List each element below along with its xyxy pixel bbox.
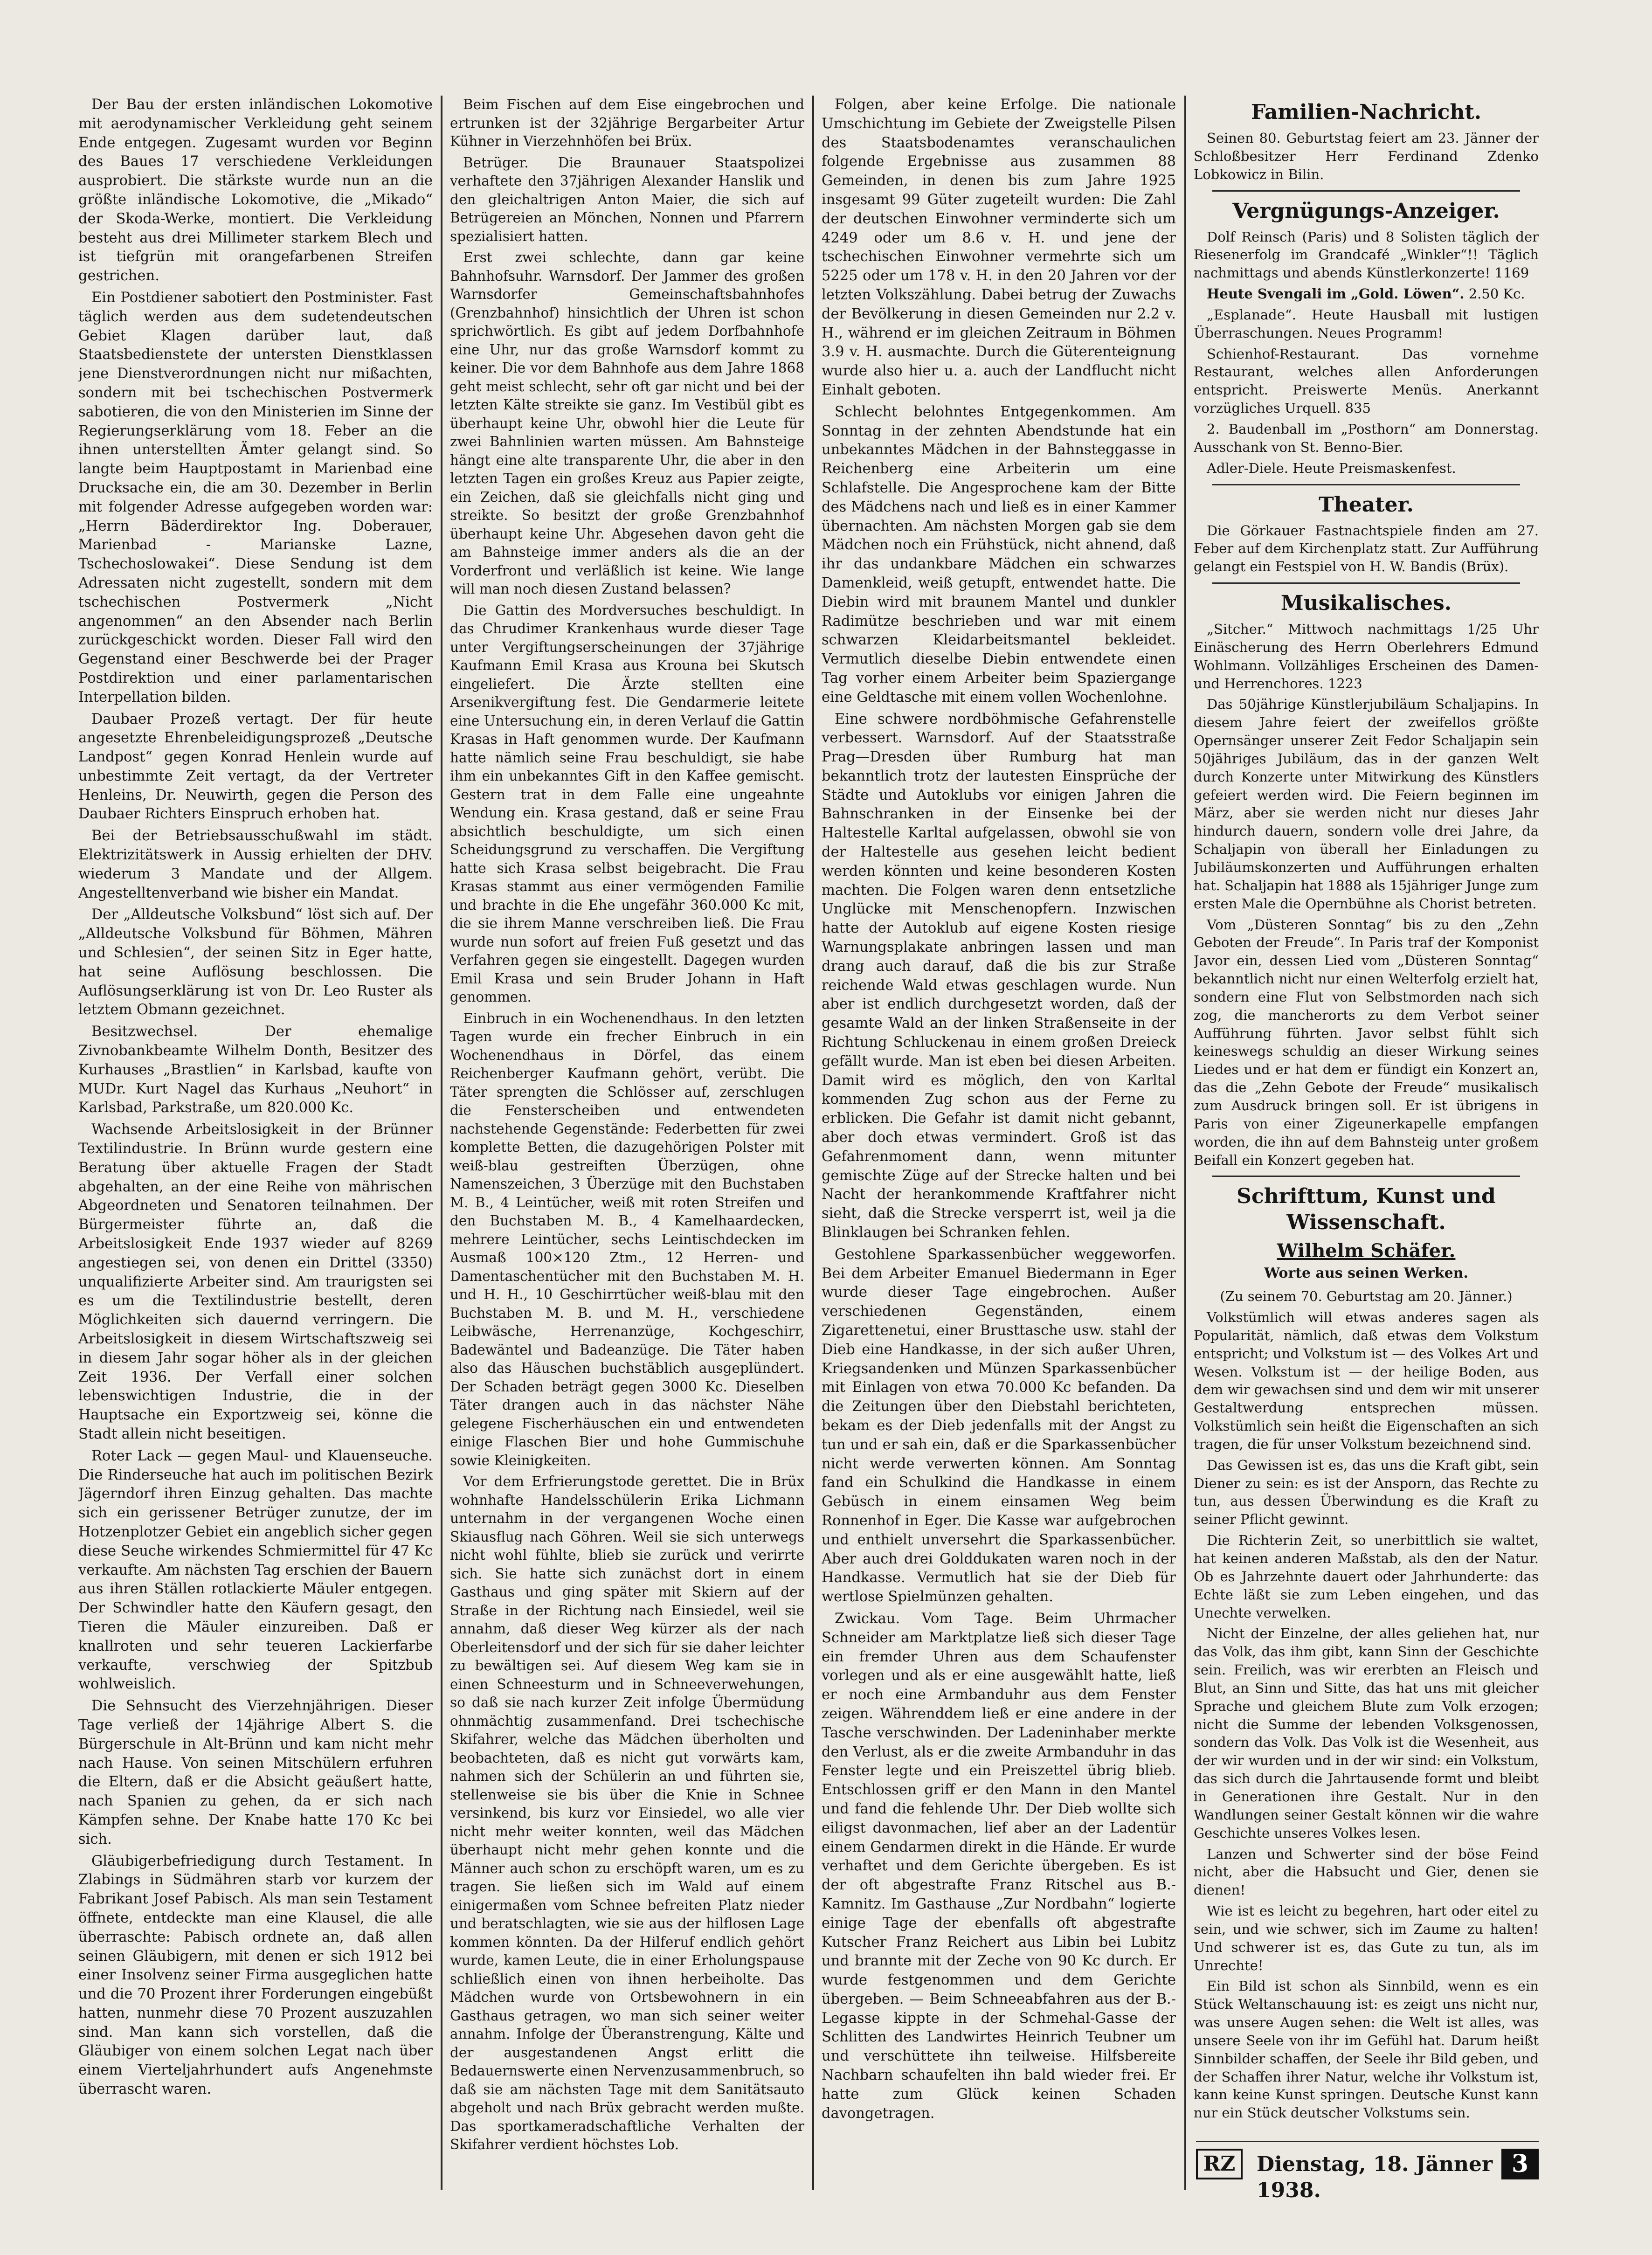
page-number: 3 [1501, 2149, 1539, 2179]
ad-baudenball: 2. Baudenball im „Posthorn“ am Donnerstag. Ausschank von St. Benno-Bier. [1194, 421, 1539, 455]
quote-volk: Nicht der Einzelne, der alles geliehen hat, nur das Volk, das ihm gibt, kann Sinn der Geschichte sein. Freilich, was wir ererbten an Fleisch und Blut, an Sinn und Sitte, das hat uns mit gleicher Sprache und gleichem Blute zum Volk erzogen; nicht die Summe der lebenden Volksgenossen, sondern das Volk. Das Volk ist die Wesenheit, aus der wir wurden und in der wir sind: ein Volkstum, das sich durch die Jahrtausende formt und bleibt in Generationen ihre Gestalt. Nur in den Wandlungen seiner Gestalt können wir die wahre Geschichte unseres Volkes lesen. [1194, 1626, 1539, 1841]
article-arbeitslosigkeit: Wachsende Arbeitslosigkeit in der Brünner Textilindustrie. In Brünn wurde gestern eine Beratung über aktuelle Fragen der Stadt abgehalten, an der eine Reihe von mährischen Abgeordneten und Senatoren teilnahmen. Der Bürgermeister führte an, daß die Arbeitslosigkeit Ende 1937 wieder auf 8269 angestiegen sei, von denen ein Drittel (3350) unqualifizierte Arbeiter sind. Am traurigsten sei es um die Textilindustrie bestellt, deren Möglichkeiten sich dauernd verringern. Die Arbeitslosigkeit in diesem Wirtschaftszweig sei in diesem Jahr sogar höher als in der gleichen Zeit 1936. Der Verfall einer solchen lebenswichtigen Industrie, die in der Hauptsache ein Exportzweig sei, könne die Stadt allein nicht beseitigen. [78, 1121, 433, 1442]
article-postdiener: Ein Postdiener sabotiert den Postminister. Fast täglich werden aus dem sudetendeutschen Gebiet Klagen darüber laut, daß Staatsbedienstete der untersten Dienstklassen jene Dienstverordnungen nicht nur mißachten, sondern mit bei tschechischen Postvermerk sabotieren, die von den Ministerien im Sinne der Regierungserklärung vom 18. Feber an die ihnen unterstellten Ämter gelangt sind. So langte beim Hauptpostamt in Marienbad eine Drucksache ein, die am 30. Dezember in Berlin mit folgender Adresse aufgegeben worden war: „Herrn Bäderdirektor Ing. Doberauer, Marienbad - Marianske Lazne, Tschechoslowakei“. Diese Sendung ist dem Adressaten nicht zugestellt, sondern mit dem tschechischen Postvermerk „Nicht angenommen“ an den Absender nach Berlin zurückgeschickt worden. Dieser Fall wird den Gegenstand einer Beschwerde bei der Prager Postdirektion und einer parlamentarischen Interpellation bilden. [78, 289, 433, 706]
ad-adler-diele: Adler-Diele. Heute Preismaskenfest. [1207, 460, 1456, 476]
column-rule [441, 96, 442, 2190]
article-zwickau: Zwickau. Vom Tage. Beim Uhrmacher Schneider am Marktplatze ließ sich dieser Tage ein fremder Uhren aus dem Schaufenster vorlegen und als er eine ausgewählt hatte, ließ er noch eine Armbanduhr aus dem Fenster zeigen. Währenddem ließ er eine andere in der Tasche verschwinden. Der Ladeninhaber merkte den Verlust, als er die zweite Armbanduhr in das Fenster legte und ein Preiszettel übrig blieb. Entschlossen griff er den Mann in den Mantel und fand die fehlende Uhr. Der Dieb wollte sich eiligst davonmachen, lief aber an der Ladentür einem Gendarmen direkt in die Hände. Er wurde verhaftet und dem Gerichte übergeben. Es ist der oft abgestrafte Franz Ritschel aus B.-Kamnitz. Im Gasthause „Zur Nordbahn“ logierte einige Tage der ebenfalls oft abgestrafte Kutscher Franz Reichert aus Libin bei Lubitz und brannte mit der Zeche von 90 Kc durch. Er wurde festgenommen und dem Gerichte übergeben. — Beim Schneeabfahren aus der B.-Legasse kippte in der Schmehal-Gasse der Schlitten des Landwirtes Heinrich Teubner um und verschüttete ihn teilweise. Hilfsbereite Nachbarn schaufelten ihn bald wieder frei. Er hatte zum Glück keinen Schaden davongetragen. [822, 1610, 1176, 2122]
article-besitzwechsel: Besitzwechsel. Der ehemalige Zivnobankbeamte Wilhelm Donth, Besitzer des Kurhauses „Brastlien“ in Karlsbad, kaufte von MUDr. Kurt Nagel das Kurhaus „Neuhort“ in Karlsbad, Parkstraße, um 820.000 Kc. [78, 1024, 433, 1116]
heading-family: Familien-Nachricht. [1251, 100, 1482, 124]
article-roter-lack: Roter Lack — gegen Maul- und Klauenseuche. Die Rinderseuche hat auch im politischen Bezirk Jägerndorf ihren Einzug gehalten. Das machte sich ein gerissener Betrüger zunutze, der im Hotzenplotzer Gebiet ein angeblich sicher gegen diese Seuche wirkendes Schmiermittel für 47 Kc verkaufte. Am nächsten Tag erschien der Bauern aus ihren Ställen rotlackierte Mäuler entgegen. Der Schwindler hatte den Käufern gesagt, den Tieren die Mäuler einzureiben. Daß er knallroten und sehr teueren Lackierfarbe verkaufte, verschwieg der Spitzbub wohlweislich. [78, 1447, 433, 1693]
article-sehnsucht: Die Sehnsucht des Vierzehnjährigen. Dieser Tage verließ der 14jährige Albert S. die Bürgerschule in Alt-Brünn und kam nicht mehr nach Hause. Von seinen Mitschülern erfuhren die Eltern, daß er die Absicht geäußert hatte, nach Spanien zu gehen, da er sich nach Kämpfen sehne. Der Knabe hatte 170 Kc bei sich. [78, 1698, 433, 1847]
heading-schaefer: Wilhelm Schäfer. [1277, 1240, 1456, 1262]
article-erfrierung: Vor dem Erfrierungstode gerettet. Die in Brüx wohnhafte Handelsschülerin Erika Lichmann unternahm in der vergangenen Woche einen Skiausflug nach Göhren. Weil sie sich unterwegs nicht wohl fühlte, blieb sie zurück und verirrte sich. Sie hatte sich zunächst dort in einem Gasthaus und ging später mit Skiern auf der Straße in der Richtung nach Einsiedel, weil sie annahm, daß dieser Weg kürzer als der nach Oberleitensdorf und der sich für sie daher leichter zu bewältigen sei. Auf diesem Weg kam sie in einen Schneesturm und in Schneeverwehungen, so daß sie nach kurzer Zeit infolge Übermüdung ohnmächtig zusammenfand. Drei tschechische Skifahrer, welche das Mädchen überholten und beobachteten, daß es nicht gut vorwärts kam, nahmen sich der Schülerin an und führten sie, stellenweise sie bis über die Knie in Schnee versinkend, bis kurz vor Einsiedel, wo alle vier nicht mehr weiter konnten, weil das Mädchen überhaupt nicht mehr gehen konnte und die Männer auch schon zu erschöpft waren, um es zu tragen. Sie ließen sich im Wald auf einem einigermaßen vom Schnee befreiten Platz nieder und beratschlagten, wie sie aus der hilflosen Lage kommen könnten. Da der Hilferuf endlich gehört wurde, kamen Leute, die in einer Erholungspause schließlich einen von ihnen herbeiholte. Das Mädchen wurde von Ortsbewohnern in ein Gasthaus getragen, wo man sich seiner weiter annahm. Infolge der Überanstrengung, Kälte und der ausgestandenen Angst erlitt die Bedauernswerte einen Nervenzusammenbruch, so daß sie am nächsten Tage mit dem Sanitätsauto abgeholt und nach Brüx gebracht werden mußte. Das sportkameradschaftliche Verhalten der Skifahrer verdient höchstes Lob. [450, 1473, 804, 2152]
article-einbruch: Einbruch in ein Wochenendhaus. In den letzten Tagen wurde ein frecher Einbruch in ein Wochenendhaus in Dörfel, das einem Reichenberger Kaufmann gehört, verübt. Die Täter sprengten die Schlösser auf, zerschlugen die Fensterscheiben und entwendeten nachstehende Gegenstände: Federbetten für zwei komplette Betten, die dazugehörigen Polster mit weiß-blau gestreiften Überzügen, ohne Namenszeichen, 3 Überzüge mit den Buchstaben M. B., 4 Leintücher, weiß mit roten Streifen und den Buchstaben M. B., 4 Kamelhaardecken, mehrere Leintücher, sechs Leintischdecken im Ausmaß 100×120 Ztm., 12 Herren- und Damentaschentücher mit den Buchstaben M. H. und H. H., 10 Geschirrtücher weiß-blau mit den Buchstaben M. B. und M. H., verschiedene Leibwäsche, Herrenanzüge, Kochgeschirr, Badewäntel und Badeanzüge. Die Täter haben also das Häuschen buchstäblich ausgeplündert. Der Schaden beträgt gegen 3000 Kc. Dieselben Täter drangen auch in das nächster Nähe gelegene Fischerhäuschen ein und entwendeten einige Flaschen Bier und hohe Gummischuhe sowie Kleinigkeiten. [450, 1010, 804, 1468]
ad-svengali: Heute Svengali im „Gold. Löwen“. 2.50 Kc. [1207, 286, 1525, 302]
article-folgen: Folgen, aber keine Erfolge. Die nationale Umschichtung im Gebiete der Zweigstelle Pilsen des Staatsbodenamtes veranschaulichen folgende Ergebnisse aus zusammen 88 Gemeinden, in denen bis zum Jahre 1925 insgesamt 99 Güter zugeteilt wurden: Die Zahl der deutschen Einwohner verminderte sich um 4249 oder um 8.6 v. H. und jene der tschechischen Einwohner vermehrte sich um 5225 oder um 178 v. H. in den 20 Jahren vor der letzten Volkszählung. Dabei betrug der Zuwachs der Bevölkerung in diesen Gemeinden nur 2.2 v. H., während er im gleichen Zeitraum in Böhmen 3.9 v. H. ausmachte. Durch die Güterenteignung wurde also hier u. a. auch der Landflucht nicht Einhalt geboten. [822, 97, 1176, 398]
column-2 [450, 96, 804, 2190]
quote-begehren: Wie ist es leicht zu begehren, hart oder eitel zu sein, und wie schwer, sich im Zaume zu halten! Und schwerer ist es, das Gute zu tun, als im Unrechte! [1194, 1903, 1539, 1973]
footer-rule [1196, 2141, 1539, 2142]
heading-literature: Schrifttum, Kunst und Wissenschaft. [1237, 1184, 1496, 1235]
column-rule [812, 96, 814, 2190]
heading-amusement: Vergnügungs-Anzeiger. [1232, 199, 1500, 223]
article-duesterer-sonntag: Vom „Düsteren Sonntag“ bis zu den „Zehn Geboten der Freude“. In Paris traf der Komponist Javor ein, dessen Lied vom „Düsteren Sonntag“ bekanntlich nicht nur einen Welterfolg erzielt hat, sondern eine Flut von Selbstmorden nach sich zog, die mancherorts zu dem Verbot seiner Aufführung führten. Javor selbst fühlt sich keineswegs schuldig an dieser Wirkung seines Liedes und er hat dem er fündigt ein Konzert an, das die „Zehn Gebote der Freude“ musikalisch zum Ausdruck bringen soll. Er ist übrigens in Paris von einer Zigeunerkapelle empfangen worden, die ihn auf dem Bahnsteig unter großem Beifall ein Konzert gegeben hat. [1194, 916, 1539, 1168]
ad-reinsch: Dolf Reinsch (Paris) und 8 Solisten täglich der Riesenerfolg im Grandcafé „Winkler“!! Täglich nachmittags und abends Künstlerkonzerte! 1169 [1194, 228, 1539, 281]
quote-gewissen: Das Gewissen ist es, das uns die Kraft gibt, sein Diener zu sein: es ist der Ansporn, das Rechte zu tun, aus dessen Überwindung es die Kraft zu seiner Pflicht gewinnt. [1194, 1457, 1539, 1528]
article-betriebsausschusswahl: Bei der Betriebsausschußwahl im städt. Elektrizitätswerk in Aussig erhielten der DHV. wiederum 3 Mandate und der Allgem. Angestelltenverband wie bisher ein Mandat. [78, 828, 433, 901]
divider [1212, 484, 1520, 485]
quote-volkstuemlich: Volkstümlich will etwas anderes sagen als Popularität, nämlich, daß etwas dem Volkstum entspricht; und Volkstum ist — des Volkes Art und Wesen. Volkstum ist — der heilige Boden, aus dem wir gewachsen sind und dem wir mit unserer Gestaltwerdung entsprechen müssen. Volkstümlich sein heißt die Eigenschaften an sich tragen, die für unser Volkstum bezeichnend sind. [1194, 1309, 1539, 1452]
article-fischen: Beim Fischen auf dem Eise eingebrochen und ertrunken ist der 32jährige Bergarbeiter Artur Kühner in Vierzehnhöfen bei Brüx. [450, 97, 804, 149]
quote-lanzen: Lanzen und Schwerter sind der böse Feind nicht, aber die Habsucht und Gier, denen sie dienen! [1194, 1846, 1539, 1898]
article-locomotive: Der Bau der ersten inländischen Lokomotive mit aerodynamischer Verkleidung geht seinem Ende entgegen. Zugesamt wurden vor Beginn des Baues 17 verschiedene Verkleidungen ausprobiert. Die stärkste wurde nun an die größte inländische Lokomotive, die „Mikado“ der Skoda-Werke, montiert. Die Verkleidung besteht aus drei Millimeter starkem Blech und ist tiefgrün mit orangefarbenen Streifen gestrichen. [78, 97, 433, 284]
notice-fastnachtspiele: Die Görkauer Fastnachtspiele finden am 27. Feber auf dem Kirchenplatz statt. Zur Aufführung gelangt ein Festspiel von H. W. Bandis (Brüx). [1194, 522, 1539, 575]
notice-sitcher: „Sitcher.“ Mittwoch nachmittags 1/25 Uhr Einäscherung des Herrn Oberlehrers Edmund Wohlmann. Vollzähliges Erscheinen des Damen- und Herrenchores. 1223 [1194, 621, 1539, 692]
page-footer [1196, 2145, 1539, 2202]
heading-theater: Theater. [1318, 492, 1414, 517]
notice-birthday: Seinen 80. Geburtstag feiert am 23. Jänner der Schloßbesitzer Herr Ferdinand Zdenko Lobkowicz in Bilin. [1194, 130, 1539, 182]
article-bahnhofsuhr: Erst zwei schlechte, dann gar keine Bahnhofsuhr. Warnsdorf. Der Jammer des großen Warnsdorfer Gemeinschaftsbahnhofes (Grenzbahnhof) hinsichtlich der Uhren ist schon sprichwörtlich. Es gibt auf jedem Dorfbahnhofe eine Uhr, nur das große Warnsdorf kommt zu keiner. Die vor dem Bahnhofe aus dem Jahre 1868 geht meist schlecht, sehr oft gar nicht und bei der letzten Kälte streikte sie ganz. Im Vestibül gibt es überhaupt keine Uhr, obwohl hier die Leute für zwei Bahnlinien warten müssen. Am Bahnsteige hängt eine alte transparente Uhr, die aber in den letzten Tagen ein großes Kreuz aus Papier zeigte, ein Zeichen, daß sie gleichfalls nicht ging und streikte. So besitzt der große Grenzbahnhof überhaupt keine Uhr. Abgesehen davon geht die am Bahnsteige immer anders als die an der Vorderfront und verläßlich ist keine. Wie lange will man noch diesen Zustand belassen? [450, 249, 804, 597]
quote-richterin-zeit: Die Richterin Zeit, so unerbittlich sie waltet, hat keinen anderen Maßstab, als den der Natur. Ob es Jahrzehnte dauert oder Jahrhunderte: das Echte läßt sie zum Leben eingehen, und das Unechte verwelken. [1194, 1532, 1539, 1621]
quote-sinnbild: Ein Bild ist schon als Sinnbild, wenn es ein Stück Weltanschauung ist: es zeigt uns nicht nur, was unsere Augen sehen: die Welt ist alles, was unsere Seele von ihr im Gefühl hat. Darum heißt Sinnbilder schaffen, der Seele ihr Bild geben, und der Schaffen ihrer Natur, welche ihr Volkstum ist, kann keine Kunst springen. Deutsche Kunst kann nur ein Stück deutscher Volkstums sein. [1194, 1978, 1539, 2121]
article-volksbund: Der „Alldeutsche Volksbund“ löst sich auf. Der „Alldeutsche Volksbund für Böhmen, Mähren und Schlesien“, der seinen Sitz in Eger hatte, hat seine Auflösung beschlossen. Die Auflösungserklärung ist von Dr. Leo Ruster als letztem Obmann gezeichnet. [78, 906, 433, 1018]
article-daubaer-prozess: Daubaer Prozeß vertagt. Der für heute angesetzte Ehrenbeleidigungsprozeß „Deutsche Landpost“ gegen Konrad Henlein wurde auf unbestimmte Zeit vertagt, da der Vertreter Henleins, Dr. Neuwirth, gegen die Person des Daubaer Richters Einspruch erhoben hat. [78, 711, 433, 823]
subtitle-works: Worte aus seinen Werken. [1264, 1265, 1468, 1282]
divider [1212, 582, 1520, 584]
article-entgegenkommen: Schlecht belohntes Entgegenkommen. Am Sonntag in der zehnten Abendstunde hat ein unbekanntes Mädchen in der Bahnsteggasse in Reichenberg eine Arbeiterin um eine Schlafstelle. Die Angesprochene kam der Bitte des Mädchens nach und ließ es in einer Kammer übernachten. Am nächsten Morgen gab sie dem Mädchen noch ein Frühstück, nicht ahnend, daß ihr das undankbare Mädchen ein schwarzes Damenkleid, weiß getupft, entwendet hatte. Die Diebin wird mit braunem Mantel und dunkler Radimütze beschrieben und war mit einem schwarzen Kleidarbeitsmantel bekleidet. Vermutlich dieselbe Diebin entwendete einen Tag vorher einem Arbeiter beim Spaziergange eine Geldtasche mit einem vollen Wochenlohne. [822, 403, 1176, 706]
column-4 [1194, 96, 1539, 2190]
subtitle-birthday: (Zu seinem 70. Geburtstag am 20. Jänner.) [1220, 1288, 1513, 1305]
issue-date: Dienstag, 18. Jänner 1938. [1257, 2152, 1493, 2202]
newspaper-logo: RZ [1196, 2149, 1243, 2179]
article-gattin: Die Gattin des Mordversuches beschuldigt. In das Chrudimer Krankenhaus wurde dieser Tage unter Vergiftungserscheinungen der 37jährige Kaufmann Emil Krasa aus Krouna bei Skutsch eingeliefert. Die Ärzte stellten eine Arsenikvergiftung fest. Die Gendarmerie leitete eine Untersuchung ein, in deren Verlauf die Gattin Krasas in Haft genommen wurde. Der Kaufmann hatte nämlich seine Frau beschuldigt, sie habe ihm ein unbekanntes Gift in den Kaffee gemischt. Gestern trat in dem Falle eine ungeahnte Wendung ein. Krasa gestand, daß er seine Frau absichtlich beschuldigte, um sich einen Scheidungsgrund zu verschaffen. Die Vergiftung hatte sich Krasa selbst beigebracht. Die Frau Krasas stammt aus einer vermögenden Familie und brachte in die Ehe ungefähr 360.000 Kc mit, die sie ihrem Manne verschreiben ließ. Die Frau wurde nun sofort auf freien Fuß gesetzt und das Verfahren gegen sie eingestellt. Dagegen wurden Emil Krasa und sein Bruder Johann in Haft genommen. [450, 602, 804, 1005]
column-1 [78, 96, 433, 2190]
heading-music: Musikalisches. [1280, 591, 1452, 616]
column-rule [1184, 96, 1186, 2190]
article-schaljapin: Das 50jährige Künstlerjubiläum Schaljapins. In diesem Jahre feiert der zweifellos größte Opernsänger unserer Zeit Fedor Schaljapin sein 50jähriges Jubiläum, das in der ganzen Welt durch Konzerte unter Mitwirkung des Künstlers gefeiert werden wird. Die Feiern beginnen im März, aber sie werden nicht nur dieses Jahr hindurch dauern, sondern volle drei Jahre, da Schaljapin von überall her Einladungen zu Jubiläumskonzerten und Aufführungen erhalten hat. Schaljapin hat 1888 als 15jähriger Junge zum ersten Male die Opernbühne als Chorist betreten. [1194, 696, 1539, 912]
ad-esplanade: „Esplanade“. Heute Hausball mit lustigen Überraschungen. Neues Programm! [1194, 306, 1539, 341]
ad-schienhof: Schienhof-Restaurant. Das vornehme Restaurant, welches allen Anforderungen entspricht. Preiswerte Menüs. Anerkannt vorzügliches Urquell. 835 [1194, 346, 1539, 416]
divider [1212, 1176, 1520, 1177]
article-sparkassenbuecher: Gestohlene Sparkassenbücher weggeworfen. Bei dem Arbeiter Emanuel Biedermann in Eger wurde dieser Tage eingebrochen. Außer verschiedenen Gegenständen, einem Zigarettenetui, einer Brusttasche usw. stahl der Dieb eine Handkasse, in der sich außer Uhren, Kriegsandenken und Münzen Sparkassenbücher mit Einlagen von etwa 70.000 Kc befanden. Da die Zeitungen über den Diebstahl berichteten, bekam es der Dieb jedenfalls mit der Angst zu tun und er sah ein, daß er die Sparkassenbücher nicht werde verwerten können. Am Sonntag fand ein Schulkind die Handkasse in einem Gebüsch in einem einsamen Weg beim Ronnenhof in Eger. Die Kasse war aufgebrochen und enthielt unversehrt die Sparkassenbücher. Aber auch drei Golddukaten waren noch in der Handkasse. Vermutlich hat sie der Dieb für wertlose Spielmünzen gehalten. [822, 1246, 1176, 1605]
column-3 [822, 96, 1176, 2190]
article-gefahrenstelle: Eine schwere nordböhmische Gefahrenstelle verbessert. Warnsdorf. Auf der Staatsstraße Prag—Dresden über Rumburg hat man bekanntlich trotz der lautesten Einsprüche der Städte und Autoklubs vor einigen Jahren die Bahnschranken in der Einsenke bei der Haltestelle Karltal aufgelassen, obwohl sie von der Haltestelle aus gesehen leicht bedient werden könnten und keine besonderen Kosten machten. Die Folgen waren denn entsetzliche Unglücke mit Menschenopfern. Inzwischen hatte der Autoklub auf eigene Kosten riesige Warnungsplakate anbringen lassen und man drang auch darauf, daß die bis zur Straße reichende Wald etwas geschlagen wurde. Nun aber ist endlich durchgesetzt worden, daß der gesamte Wald an der linken Straßenseite in der Richtung Schluckenau in einem großen Dreieck gefällt wurde. Man ist eben bei diesen Arbeiten. Damit wird es möglich, den von Karltal kommenden Zug schon aus der Ferne zu erblicken. Die Gefahr ist damit nicht gebannt, aber doch etwas vermindert. Groß ist das Gefahrenmoment dann, wenn mitunter gemischte Züge auf der Strecke halten und bei Nacht der herankommende Kraftfahrer nicht sieht, daß die Strecke versperrt ist, weil ja die Blinklaugen bei Schranken fehlen. [822, 711, 1176, 1241]
article-testament: Gläubigerbefriedigung durch Testament. In Zlabings in Südmähren starb vor kurzem der Fabrikant Josef Pabisch. Als man sein Testament öffnete, entdeckte man eine Klausel, die alle überraschte: Pabisch ordnete an, daß allen seinen Gläubigern, mit denen er sich 1912 bei einer Insolvenz seiner Firma ausgeglichen hatte und die 70 Prozent ihrer Forderungen eingebüßt hatten, nunmehr diese 70 Prozent auszuzahlen sind. Man kann sich vorstellen, daß die Gläubiger von einem solchen Legat nach über einem Vierteljahrhundert aufs Angenehmste überrascht waren. [78, 1853, 433, 2098]
divider [1212, 190, 1520, 192]
article-betrueger: Betrüger. Die Braunauer Staatspolizei verhaftete den 37jährigen Alexander Hanslik und den gleichaltrigen Anton Maier, die sich auf Betrügereien an Mönchen, Nonnen und Pfarrern spezialisiert hatten. [450, 154, 804, 244]
